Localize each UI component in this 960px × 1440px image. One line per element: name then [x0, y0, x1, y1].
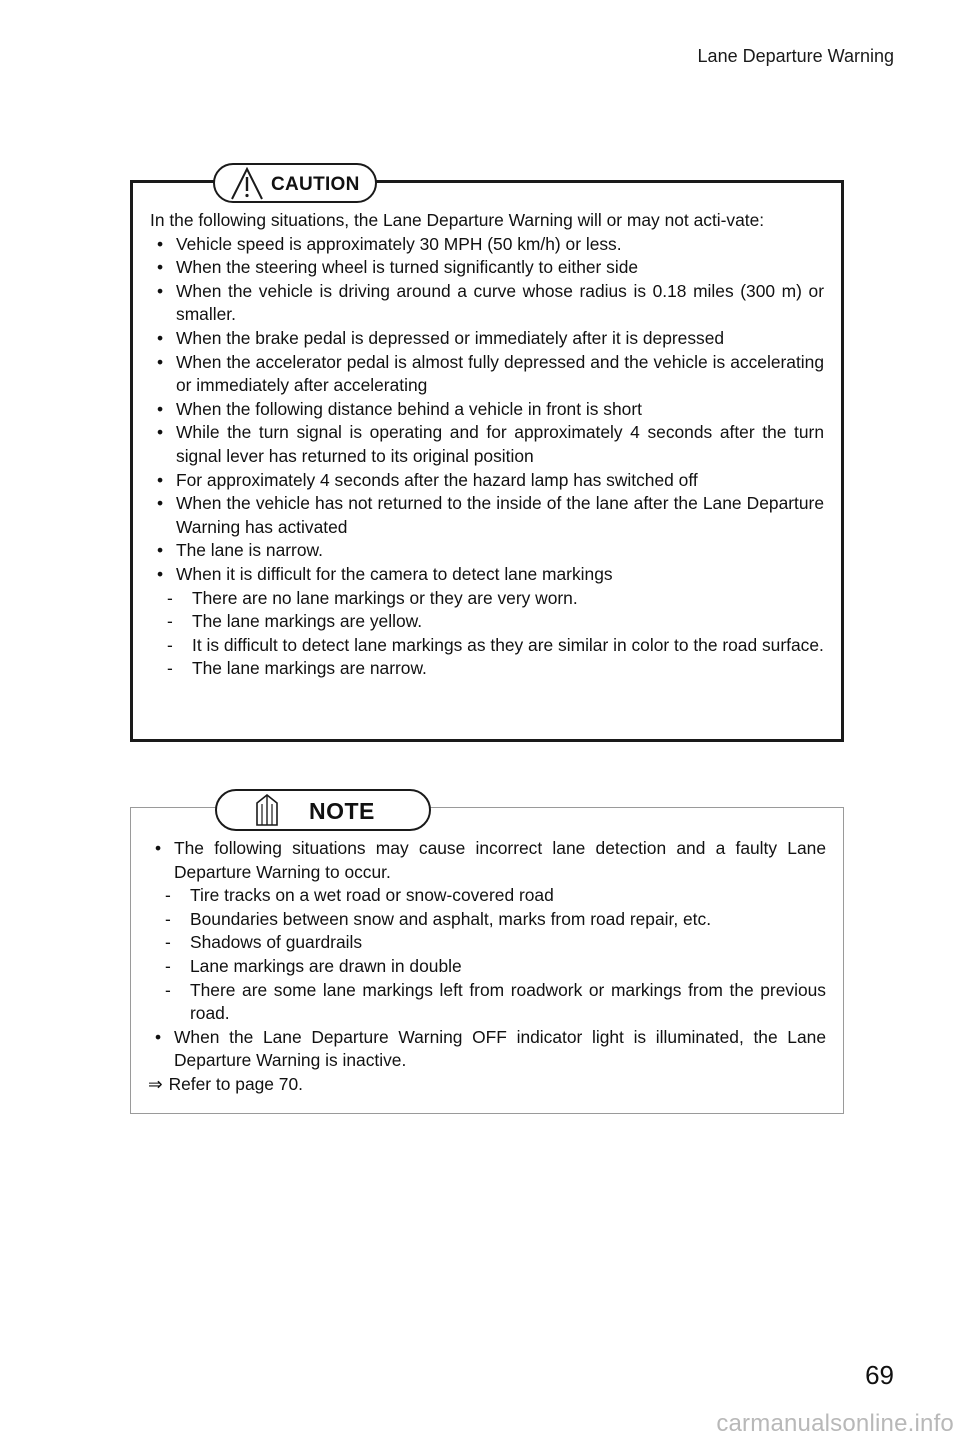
list-item-text: When it is difficult for the camera to detect lane markings: [176, 563, 613, 584]
list-item: [150, 351, 824, 398]
sub-list-item-text: It is difficult to detect lane markings as they are similar in color to the road surface.: [192, 634, 824, 655]
list-item-text: When the vehicle is driving around a curve whose radius is 0.18 miles (300 m) or smaller.: [176, 280, 824, 325]
right-arrow-icon: ⇒: [148, 1073, 163, 1094]
list-item: [150, 563, 824, 587]
dash-marker: -: [165, 932, 171, 953]
caution-label: CAUTION: [271, 174, 360, 195]
dash-marker: -: [165, 908, 171, 929]
list-item: [148, 1026, 826, 1073]
list-item: [150, 539, 824, 563]
list-item: [150, 469, 824, 493]
bullet-icon: •: [157, 280, 164, 301]
caution-list: [150, 233, 824, 681]
sub-list-item-text: Tire tracks on a wet road or snow-covered road: [190, 885, 554, 906]
list-item-text: For approximately 4 seconds after the hazard lamp has switched off: [176, 469, 698, 490]
sub-list-item: [148, 908, 826, 932]
list-item-text: When the steering wheel is turned significantly to either side: [176, 257, 639, 278]
sub-list-item-text: Shadows of guardrails: [190, 932, 363, 953]
sub-list-item: [150, 587, 824, 611]
sub-list-item: [148, 884, 826, 908]
sub-list-item-text: Lane markings are drawn in double: [190, 955, 462, 976]
bullet-icon: •: [155, 1026, 162, 1047]
running-header: Lane Departure Warning: [697, 46, 894, 66]
dash-marker: -: [167, 611, 173, 632]
bullet-icon: •: [157, 563, 164, 584]
list-item: [150, 233, 824, 257]
list-item-text: The following situations may cause incorrect lane detection and a faulty Lane Departure Warning to occur.: [174, 838, 826, 882]
list-item: [150, 492, 824, 539]
sub-list-item-text: There are no lane markings or they are very worn.: [192, 587, 578, 608]
bullet-icon: •: [157, 351, 164, 372]
bullet-icon: •: [157, 233, 164, 254]
bullet-icon: •: [157, 422, 164, 443]
bullet-icon: •: [157, 540, 164, 561]
sub-list-item: [150, 634, 824, 658]
sub-list-item-text: There are some lane markings left from roadwork or markings from the previous road.: [190, 979, 826, 1024]
dash-marker: -: [165, 979, 171, 1000]
dash-marker: -: [167, 658, 173, 679]
list-item-text: When the accelerator pedal is almost fully depressed and the vehicle is accelerating or immediately after accelerating: [176, 351, 824, 396]
list-item: [148, 837, 826, 884]
dash-marker: -: [167, 634, 173, 655]
list-item: [150, 421, 824, 468]
dash-marker: -: [167, 587, 173, 608]
caution-content: [150, 209, 824, 681]
note-box: [130, 798, 844, 1114]
bullet-icon: •: [157, 493, 164, 514]
bullet-icon: •: [157, 398, 164, 419]
caution-label-tab: [213, 163, 377, 203]
dash-marker: -: [165, 885, 171, 906]
list-item-text: While the turn signal is operating and for approximately 4 seconds after the turn signal lever has returned to its original position: [176, 422, 824, 466]
sub-list-item-text: The lane markings are narrow.: [192, 658, 427, 679]
list-item-text: When the following distance behind a vehicle in front is short: [176, 398, 642, 419]
list-item-text: The lane is narrow.: [176, 540, 323, 561]
note-book-icon: [253, 794, 281, 828]
list-item-text: When the vehicle has not returned to the inside of the lane after the Lane Departure Warning has activated: [176, 493, 824, 537]
list-item-text: When the brake pedal is depressed or immediately after it is depressed: [176, 327, 725, 348]
bullet-icon: •: [157, 327, 164, 348]
list-item: [150, 327, 824, 351]
list-item: [150, 256, 824, 280]
caution-box: [130, 174, 844, 742]
watermark: carmanualsonline.info: [716, 1410, 954, 1437]
sub-list-item: [150, 657, 824, 681]
page-reference-text: Refer to page 70.: [168, 1073, 303, 1094]
list-item-text: When the Lane Departure Warning OFF indicator light is illuminated, the Lane Departure Warning is inactive.: [174, 1026, 826, 1071]
warning-triangle-icon: [229, 167, 265, 201]
list-item-text: Vehicle speed is approximately 30 MPH (50 km/h) or less.: [176, 233, 622, 254]
note-label: NOTE: [309, 798, 375, 824]
sub-list-item: [150, 610, 824, 634]
dash-marker: -: [165, 955, 171, 976]
list-item: [150, 280, 824, 327]
page-reference: [148, 1073, 826, 1097]
note-label-tab: [215, 789, 431, 831]
sub-list-item: [148, 955, 826, 979]
note-content: [148, 837, 826, 1097]
bullet-icon: •: [157, 469, 164, 490]
bullet-icon: •: [155, 838, 162, 858]
page-number: 69: [865, 1360, 894, 1390]
bullet-icon: •: [157, 257, 164, 278]
sub-list-item: [148, 979, 826, 1026]
sub-list-item: [148, 931, 826, 955]
caution-intro: In the following situations, the Lane Departure Warning will or may not acti-vate:: [150, 210, 765, 230]
note-list: [148, 837, 826, 1073]
sub-list-item-text: The lane markings are yellow.: [192, 611, 423, 632]
list-item: [150, 398, 824, 422]
sub-list-item-text: Boundaries between snow and asphalt, marks from road repair, etc.: [190, 908, 712, 929]
